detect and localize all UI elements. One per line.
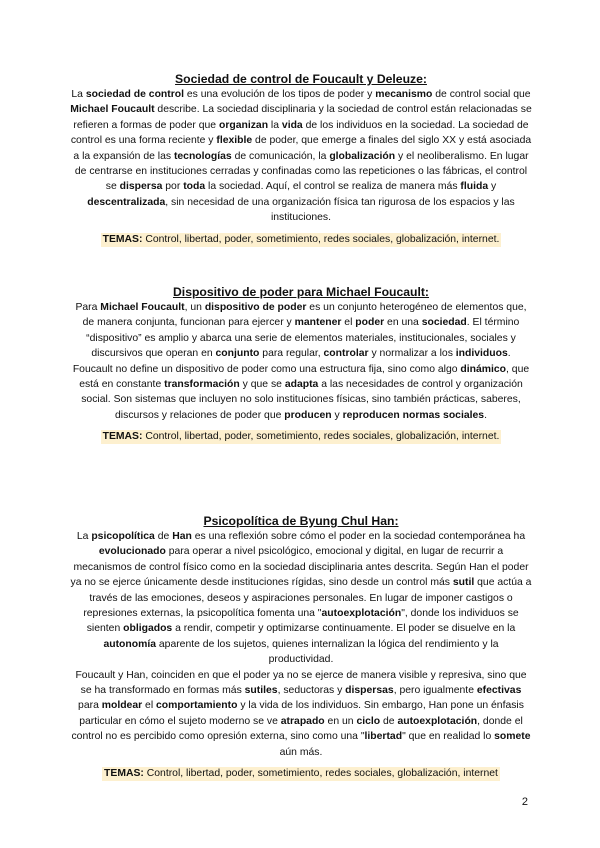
bold-term: efectivas: [476, 685, 522, 697]
text-run: el: [341, 317, 356, 329]
bold-term: flexible: [216, 135, 253, 147]
temas-label: TEMAS:: [104, 768, 144, 780]
text-run: y: [331, 409, 343, 421]
text-run: la sociedad. Aquí, el control se realiza de manera más: [205, 181, 461, 193]
temas-text: Control, libertad, poder, sometimiento, redes sociales, globalización, internet.: [142, 233, 500, 245]
bold-term: autonomía: [103, 638, 156, 650]
bold-term: producen: [284, 409, 332, 421]
bold-term: sutil: [452, 577, 475, 589]
bold-term: dinámico: [460, 363, 507, 375]
text-run: en una: [384, 317, 422, 329]
bold-term: sociedad: [421, 317, 467, 329]
bold-term: controlar: [323, 348, 369, 360]
bold-term: globalización: [329, 150, 396, 162]
text-run: para: [78, 700, 102, 712]
bold-term: obligados: [123, 623, 173, 635]
bold-term: mecanismo: [375, 89, 433, 100]
section-body: [70, 87, 532, 226]
bold-term: poder: [355, 317, 385, 329]
bold-term: tecnologías: [173, 150, 232, 162]
text-run: de control social que: [432, 89, 531, 100]
section-psicopolitica: [70, 514, 532, 781]
temas-label: TEMAS:: [102, 233, 143, 245]
text-run: y: [488, 181, 497, 193]
text-run: y que se: [239, 379, 285, 391]
bold-term: reproducen normas sociales: [342, 409, 485, 421]
text-run: a rendir, competir y optimizarse continuamente. El poder se disuelve en la: [172, 623, 516, 635]
text-run: y la vida de los individuos. Sin embargo, Han pone un énfasis particular en cómo el sujeto moderno se ve: [79, 700, 524, 727]
text-run: es una reflexión sobre cómo el poder en la sociedad contemporánea ha: [191, 531, 526, 542]
text-run: Para: [75, 302, 101, 313]
section-title: Dispositivo de poder para Michael Foucault:: [173, 285, 429, 299]
bold-term: comportamiento: [156, 700, 238, 712]
bold-term: sutiles: [244, 685, 278, 697]
bold-term: Michael Foucault: [70, 104, 155, 116]
bold-term: atrapado: [280, 715, 325, 727]
text-run: de los individuos en la sociedad. La sociedad de control es una forma reciente y: [70, 119, 529, 147]
bold-term: moldear: [101, 700, 143, 712]
bold-term: individuos: [455, 348, 508, 360]
paragraph: [70, 87, 532, 226]
text-run: de: [154, 531, 173, 542]
text-run: aún más.: [279, 746, 323, 758]
text-run: en un: [324, 715, 357, 727]
bold-term: vida: [281, 119, 303, 131]
text-run: La: [71, 89, 86, 100]
bold-term: adapta: [284, 379, 319, 391]
bold-term: autoexplotación: [397, 715, 478, 727]
paragraph: [70, 668, 532, 760]
page-number: 2: [521, 796, 528, 808]
temas-text: Control, libertad, poder, sometimiento, redes sociales, globalización, internet.: [142, 431, 500, 443]
text-run: y el neoliberalismo. En lugar de centrarse en instituciones cerradas y confinadas como las repeticiones o las fábricas, el control se: [74, 150, 529, 193]
bold-term: dispersas: [345, 685, 394, 697]
section-title: Sociedad de control de Foucault y Deleuze:: [175, 72, 427, 86]
bold-term: Han: [172, 531, 192, 542]
text-run: a las necesidades de control y organización social. Son sistemas que incluyen no solo instituciones físicas, sino también prácticas, saberes, discursos y relaciones de poder que: [81, 379, 523, 421]
paragraph: [70, 529, 532, 668]
paragraph: [70, 362, 532, 424]
text-run: Foucault no define un dispositivo de poder como una estructura fija, sino como algo: [72, 363, 461, 375]
text-run: , seductoras y: [277, 685, 346, 697]
bold-term: evolucionado: [98, 546, 166, 558]
bold-term: conjunto: [215, 348, 260, 360]
paragraph: [70, 300, 532, 362]
section-dispositivo-poder: [70, 285, 532, 444]
text-run: de: [380, 715, 398, 727]
section-sociedad-control: [70, 72, 532, 247]
bold-term: mantener: [294, 317, 342, 329]
bold-term: dispersa: [119, 181, 163, 193]
text-run: , pero igualmente: [393, 685, 477, 697]
text-run: ", donde los individuos se sienten: [86, 608, 519, 635]
text-run: para operar a nivel psicológico, emocional y digital, en lugar de recurrir a mecanismos de control físico como en la sociedad disciplinaria antes descrita. Según Han el poder ya no se ejerce únicamente desde instituciones rígidas, sino desde un control más: [70, 546, 529, 589]
bold-term: ciclo: [356, 715, 381, 727]
bold-term: autoexplotación: [321, 608, 402, 620]
text-run: .: [484, 409, 487, 421]
text-run: de poder, que emerge a finales del siglo XX y está asociada a la expansión de las: [73, 135, 532, 162]
text-run: que actúa a través de las emociones, deseos y aspiraciones personales. En lugar de imponer castigos o represiones externas, la psicopolítica fomenta una ": [83, 577, 532, 620]
bold-term: somete: [494, 731, 531, 743]
bold-term: organizan: [218, 119, 269, 131]
text-run: . El término “dispositivo” es amplio y abarca una serie de elementos materiales, institucionales, sociales y discursivos que operan en: [86, 317, 520, 360]
temas-text: Control, libertad, poder, sometimiento, redes sociales, globalización, internet: [143, 768, 498, 780]
text-run: para regular,: [259, 348, 324, 360]
bold-term: fluida: [460, 181, 489, 193]
text-run: la: [268, 119, 282, 131]
text-run: el: [142, 700, 157, 712]
text-run: describe. La sociedad disciplinaria y la sociedad de control están relacionadas se refieren a formas de poder que: [73, 104, 532, 131]
temas-highlight: [101, 233, 502, 247]
section-title: Psicopolítica de Byung Chul Han:: [203, 514, 399, 528]
bold-term: transformación: [164, 379, 240, 391]
text-run: , donde el control no es percibido como opresión externa, sino como una ": [71, 715, 523, 743]
text-run: .: [507, 348, 511, 360]
text-run: es un conjunto heterogéneo de elementos que, de manera conjunta, funcionan para ejercer y: [82, 302, 527, 329]
bold-term: descentralizada: [87, 196, 166, 208]
text-run: " que en realidad lo: [402, 731, 495, 743]
bold-term: sociedad de control: [85, 89, 184, 100]
text-run: por: [162, 181, 184, 193]
text-run: , sin necesidad de una organización física tan rigurosa de los espacios y las instituciones.: [165, 196, 515, 224]
text-run: aparente de los sujetos, quienes internalizan la lógica del rendimiento y la productividad.: [156, 638, 499, 666]
text-run: de comunicación, la: [231, 150, 330, 162]
bold-term: dispositivo de poder: [204, 302, 307, 313]
text-run: La: [76, 531, 92, 542]
text-run: , que está en constante: [79, 363, 530, 391]
text-run: Foucault y Han, coinciden en que el poder ya no se ejerce de manera visible y represiva, sino que se ha transformado en formas más: [75, 669, 527, 697]
temas-highlight: [101, 430, 502, 444]
section-body: [70, 529, 532, 760]
bold-term: libertad: [364, 731, 403, 743]
section-body: [70, 300, 532, 423]
bold-term: Michael Foucault: [100, 302, 185, 313]
bold-term: psicopolítica: [91, 531, 155, 542]
text-run: y normalizar a los: [368, 348, 456, 360]
text-run: es una evolución de los tipos de poder y: [184, 89, 376, 100]
bold-term: toda: [183, 181, 206, 193]
temas-highlight: [102, 767, 500, 781]
temas-label: TEMAS:: [102, 431, 143, 443]
text-run: , un: [184, 302, 205, 313]
